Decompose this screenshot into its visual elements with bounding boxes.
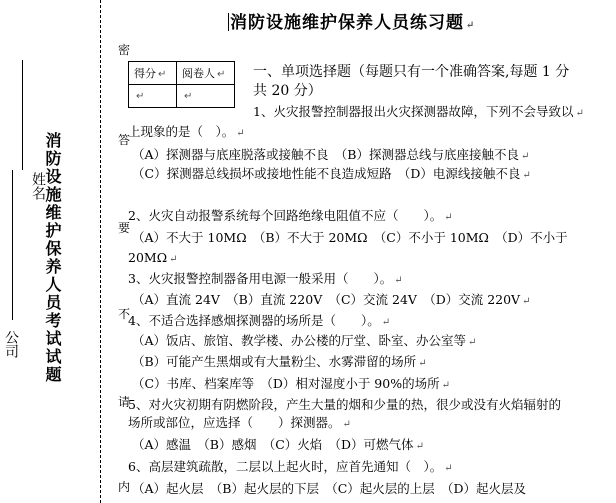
section-heading-line-1: 一、单项选择题（每题只有一个准确答案,每题 1 分 <box>253 64 570 80</box>
score-table <box>128 61 235 108</box>
question-3-options: （A）直流 24V （B）直流 220V （C）交流 24V （D）交流 220V ↵ <box>132 292 531 307</box>
binding-cut-line <box>100 0 101 503</box>
seal-char-6: 内 <box>118 480 131 494</box>
section-heading-line-2: 共 20 分） <box>253 83 322 99</box>
question-5-stem-cont: 场所或部位，应选择（ ）探测器。 ↵ <box>128 415 351 430</box>
question-6-stem: 6、高层建筑疏散，二层以上起火时，应首先通知（ ）。 ↵ <box>128 459 453 474</box>
seal-char-2: 答 <box>118 133 131 147</box>
binding-margin <box>0 0 131 503</box>
name-label: 姓名 <box>30 172 46 200</box>
question-2-options: （A）不大于 10MΩ （B）不大于 20MΩ （C）不小于 10MΩ （D）不小于 <box>132 230 568 245</box>
question-6-options: （A）起火层 （B）起火层的下层 （C）起火层的上层 （D）起火层及 <box>132 481 527 496</box>
question-1-options-ab: （A）探测器与底座脱落或接触不良 （B）探测器总线与底座接触不良 ↵ <box>132 147 530 162</box>
page-title <box>228 8 475 33</box>
return-mark: ↵ <box>466 20 476 31</box>
company-label: 公司 <box>3 330 19 358</box>
question-1-stem-cont: 上现象的是（ ）。 ↵ <box>128 124 245 139</box>
grader-header: 阅卷人 ↵ <box>177 62 235 85</box>
company-blank-line <box>12 170 13 320</box>
score-header: 得分 ↵ <box>129 62 177 85</box>
question-4-option-a: （A）饭店、旅馆、教学楼、办公楼的厅堂、卧室、办公室等 ↵ <box>132 333 477 348</box>
exam-vertical-title: 消防设施维护保养人员考试试题 <box>43 132 62 384</box>
seal-char-5: 请 <box>118 395 131 409</box>
text-cursor <box>228 13 229 31</box>
question-5-stem: 5、对火灾初期有阴燃阶段，产生大量的烟和少量的热，很少或没有火焰辐射的 <box>128 397 561 412</box>
score-cell[interactable]: ↵ <box>129 85 177 108</box>
question-2-stem: 2、火灾自动报警系统每个回路绝缘电阻值不应（ ）。 ↵ <box>128 208 453 223</box>
question-3-stem: 3、火灾报警控制器备用电源一般采用（ ）。 ↵ <box>128 271 403 286</box>
seal-char-1: 密 <box>118 43 131 57</box>
question-2-options-cont: 20MΩ ↵ <box>128 250 178 265</box>
question-4-option-b: （B）可能产生黑烟或有大量粉尘、水雾滞留的场所 ↵ <box>132 354 427 369</box>
name-blank-line <box>22 60 23 170</box>
question-5-options: （A）感温 （B）感烟 （C）火焰 （D）可燃气体 ↵ <box>132 437 424 452</box>
grader-cell[interactable]: ↵ <box>177 85 235 108</box>
seal-char-4: 不 <box>118 307 131 321</box>
question-4-stem: 4、不适合选择感烟探测器的场所是（ ）。 ↵ <box>128 313 391 328</box>
question-4-options-cd: （C）书库、档案库等 （D）相对湿度小于 90%的场所 ↵ <box>132 376 450 391</box>
seal-char-3: 要 <box>118 221 131 235</box>
question-1-options-cd: （C）探测器总线损坏或接地性能不良造成短路 （D）电源线接触不良 ↵ <box>132 166 531 181</box>
question-1-stem: 1、火灾报警控制器报出火灾探测器故障，下列不会导致以 ↵ <box>253 104 584 119</box>
page-title-text: 消防设施维护保养人员练习题 <box>230 13 464 33</box>
